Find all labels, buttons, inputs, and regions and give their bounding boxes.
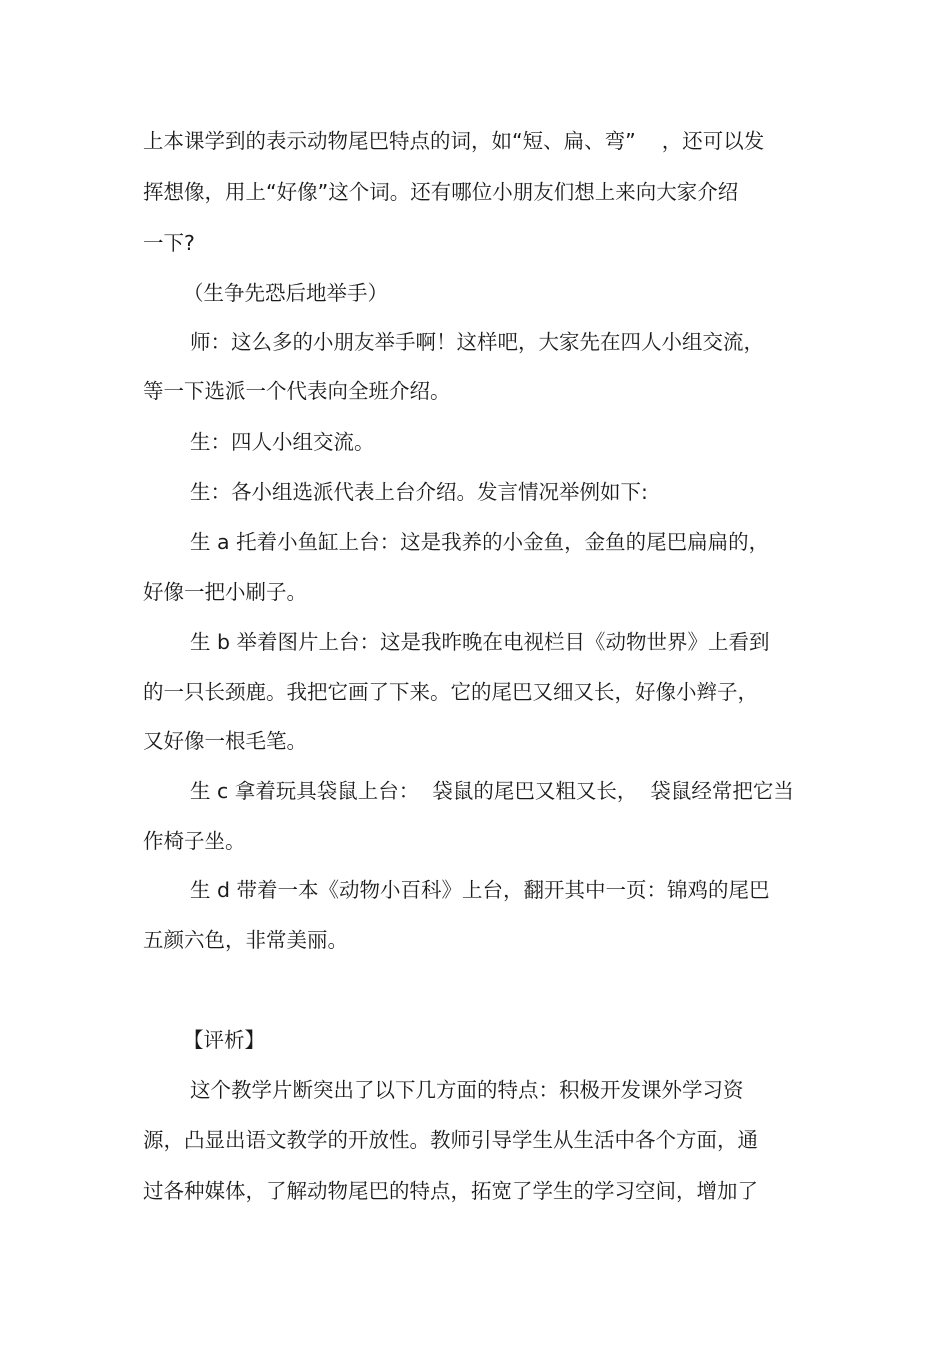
text-line-16: 生 d 带着一本《动物小百科》上台，翻开其中一页：锦鸡的尾巴 [190, 878, 770, 902]
text-line-1: 上本课学到的表示动物尾巴特点的词，如“短、扁、弯” ，还可以发 [143, 129, 765, 153]
text-line-15: 作椅子坐。 [143, 829, 246, 853]
text-line-3: 一下? [143, 231, 195, 255]
text-line-10: 好像一把小刷子。 [143, 580, 307, 604]
text-line-12: 的一只长颈鹿。我把它画了下来。它的尾巴又细又长，好像小辫子， [143, 680, 758, 704]
text-line-13: 又好像一根毛笔。 [143, 729, 307, 753]
text-line-2: 挥想像，用上“好像”这个词。还有哪位小朋友们想上来向大家介绍 [143, 180, 739, 204]
section-heading: 【评析】 [183, 1028, 265, 1052]
text-line-4: （生争先恐后地举手） [183, 281, 388, 305]
text-line-20: 源，凸显出语文教学的开放性。教师引导学生从生活中各个方面，通 [143, 1128, 758, 1152]
text-line-5: 师：这么多的小朋友举手啊！这样吧，大家先在四人小组交流， [190, 330, 764, 354]
text-line-21: 过各种媒体，了解动物尾巴的特点，拓宽了学生的学习空间，增加了 [143, 1179, 758, 1203]
text-line-9: 生 a 托着小鱼缸上台：这是我养的小金鱼，金鱼的尾巴扁扁的， [190, 530, 770, 554]
text-line-19: 这个教学片断突出了以下几方面的特点：积极开发课外学习资 [190, 1078, 744, 1102]
text-line-17: 五颜六色，非常美丽。 [143, 928, 348, 952]
text-line-11: 生 b 举着图片上台：这是我昨晚在电视栏目《动物世界》上看到 [190, 630, 770, 654]
text-line-8: 生：各小组选派代表上台介绍。发言情况举例如下: [190, 480, 648, 504]
text-line-7: 生：四人小组交流。 [190, 430, 375, 454]
text-line-14: 生 c 拿着玩具袋鼠上台： 袋鼠的尾巴又粗又长， 袋鼠经常把它当 [190, 779, 794, 803]
text-line-6: 等一下选派一个代表向全班介绍。 [143, 379, 451, 403]
